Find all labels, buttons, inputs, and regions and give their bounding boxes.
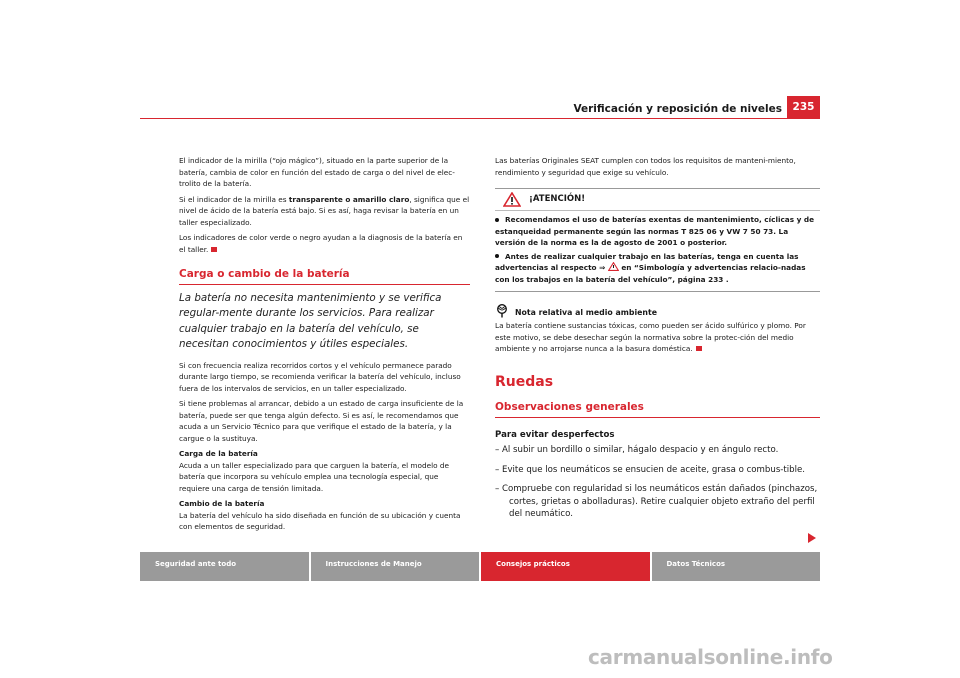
header-rule [140,118,820,119]
list-item: – Compruebe con regularidad si los neumáticos están dañados (pinchazos, cortes, grietas o abolladuras). Retire cualquier objeto extraño del perfil del neumático. [495,484,818,519]
subheading: Para evitar desperfectos [495,429,615,440]
section-title: Carga o cambio de la batería [179,269,470,285]
paragraph: Si tiene problemas al arrancar, debido a un estado de carga insuficiente de la batería, puede ser que tenga algún defecto. Si es así, le recomendamos que acuda a un Servicio Técnico para que verifique el estado de la batería, y la cargue o la sustituya. [179,399,464,443]
section-end-icon [211,247,217,252]
warning-triangle-icon [608,262,619,271]
warning-item: Antes de realizar cualquier trabajo en las baterías, tenga en cuenta las advertencias al respecto ⇒ en “Simbología y advertencias relacio-nadas con los trabajos en la batería del vehículo”, página 233 . [495,251,806,284]
next-page-arrow-icon[interactable] [808,533,816,543]
right-column [495,155,820,528]
footer-tab-seguridad[interactable]: Seguridad ante todo [140,552,309,581]
bullet-icon [495,218,499,222]
warning-box [495,188,820,292]
paragraph: Las baterías Originales SEAT cumplen con todos los requisitos de manteni-miento, rendimiento y seguridad que exige su vehículo. [495,156,796,177]
paragraph: La batería contiene sustancias tóxicas, como pueden ser ácido sulfúrico y plomo. Por este motivo, se debe desechar según la normativa sobre la protec-ción del medio ambiente y no arrojarse nunca a la basura doméstica. [495,321,806,353]
chapter-title: Ruedas [495,373,554,390]
warning-title: ¡ATENCIÓN! [529,193,586,204]
paragraph: Los indicadores de color verde o negro ayudan a la diagnosis de la batería en el taller. [179,233,463,254]
left-column [179,155,470,537]
paragraph: El indicador de la mirilla (“ojo mágico”), situado en la parte superior de la batería, cambia de color en función del estado de carga o del nivel de elec-trolito de la batería. [179,156,455,188]
section-end-icon [696,346,702,351]
warning-item: Recomendamos el uso de baterías exentas de mantenimiento, cíclicas y de estanqueidad permanente según las normas T 825 06 y VW 7 50 73. La versión de la norma es la de agosto de 2001 o posterior. [495,215,815,247]
bold-text: transparente o amarillo claro [288,194,410,204]
subheading: Carga de la batería [179,449,258,458]
page-header-title: Verificación y reposición de niveles [573,103,782,115]
section-title: Observaciones generales [495,402,820,418]
paragraph: Acuda a un taller especializado para que carguen la batería, el modelo de batería que incorpora su vehículo emplea una tecnología especial, que requiere una carga de tensión limitada. [179,460,450,493]
page-number: 235 [787,96,820,119]
list-item: – Evite que los neumáticos se ensucien de aceite, grasa o combus-tible. [495,464,806,475]
environment-note-header [495,304,820,318]
paragraph: Si el indicador de la mirilla es transparente o amarillo claro, significa que el nivel de ácido de la batería está bajo. Si es así, haga revisar la batería en un taller especializado. [179,194,470,227]
footer-tab-instrucciones[interactable]: Instrucciones de Manejo [311,552,480,581]
warning-header [495,189,820,211]
list-item: – Al subir un bordillo o similar, hágalo despacio y en ángulo recto. [495,445,779,455]
environment-tree-icon [495,304,509,318]
warning-triangle-icon [503,192,521,207]
paragraph: Si con frecuencia realiza recorridos cortos y el vehículo permanece parado durante largo tiempo, se recomienda verificar la batería del vehículo, incluso fuera de los intervalos de servicios, en un taller especializado. [179,360,461,393]
subheading: Cambio de la batería [179,499,265,508]
footer-nav [140,552,820,581]
watermark-logo: carmanualsonline.info [588,645,833,669]
bullet-icon [495,254,499,258]
section-intro: La batería no necesita mantenimiento y se verifica regular-mente durante los servicios. Para realizar cualquier trabajo en la batería del vehículo, se necesitan conocimientos y útiles especiales. [179,291,442,350]
paragraph: La batería del vehículo ha sido diseñada en función de su ubicación y cuenta con elementos de seguridad. [179,510,461,531]
footer-tab-consejos[interactable]: Consejos prácticos [481,552,650,581]
footer-tab-datos[interactable]: Datos Técnicos [652,552,821,581]
environment-note-title: Nota relativa al medio ambiente [515,307,657,317]
